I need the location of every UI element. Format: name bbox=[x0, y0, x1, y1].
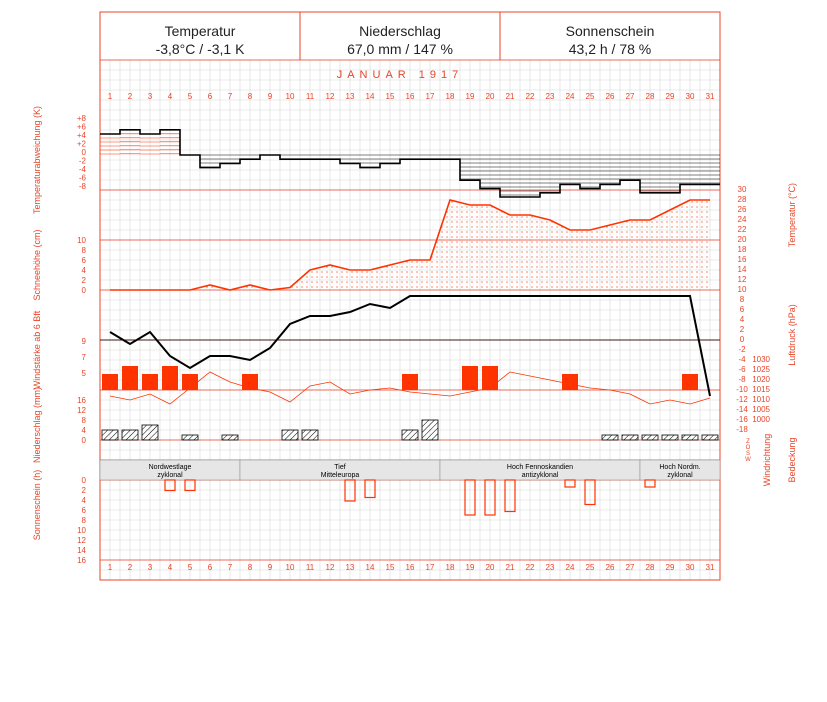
day-label-top: 13 bbox=[345, 92, 355, 101]
wind-bar bbox=[102, 374, 118, 390]
day-label-top: 8 bbox=[247, 92, 253, 101]
header-sunshine-title: Sonnenschein bbox=[565, 23, 655, 39]
wind-bar bbox=[462, 366, 478, 390]
precip-bar bbox=[122, 430, 138, 440]
temp-tick: 26 bbox=[737, 205, 747, 214]
temp-tick: 14 bbox=[737, 265, 747, 274]
precip-bar bbox=[142, 425, 158, 440]
label-pressure: Luftdruck (hPa) bbox=[787, 304, 797, 366]
weather-regime-name: Tief bbox=[334, 464, 346, 471]
pressure-tick: 1015 bbox=[752, 385, 770, 394]
day-label-top: 28 bbox=[645, 92, 655, 101]
temp-tick: -2 bbox=[738, 345, 746, 354]
day-label-top: 3 bbox=[147, 92, 153, 101]
pressure-tick: 1005 bbox=[752, 405, 770, 414]
day-label-top: 30 bbox=[685, 92, 695, 101]
wind-bar bbox=[682, 374, 698, 390]
day-label-top: 22 bbox=[525, 92, 535, 101]
temp-tick: 8 bbox=[739, 295, 745, 304]
weather-regime-name: Hoch Fennoskandien bbox=[506, 464, 574, 471]
day-label-bottom: 25 bbox=[585, 563, 595, 572]
day-label-top: 5 bbox=[187, 92, 193, 101]
day-label-top: 4 bbox=[167, 92, 173, 101]
wind-bar bbox=[402, 374, 418, 390]
day-label-bottom: 9 bbox=[267, 563, 273, 572]
temp-tick: 12 bbox=[737, 275, 747, 284]
day-label-top: 26 bbox=[605, 92, 615, 101]
day-label-bottom: 10 bbox=[285, 563, 295, 572]
day-label-bottom: 2 bbox=[127, 563, 133, 572]
temp-tick: 6 bbox=[739, 305, 745, 314]
sun-tick: 10 bbox=[77, 526, 86, 535]
wind-tick: 7 bbox=[81, 353, 86, 362]
label-precip: Niederschlag (mm) bbox=[32, 386, 42, 464]
weather-regime-type: Mitteleuropa bbox=[320, 472, 360, 479]
day-label-bottom: 1 bbox=[107, 563, 113, 572]
day-label-bottom: 5 bbox=[187, 563, 193, 572]
day-label-top: 14 bbox=[365, 92, 375, 101]
sun-tick: 8 bbox=[81, 516, 86, 525]
temp-tick: 24 bbox=[737, 215, 747, 224]
weather-regime-type: zyklonal bbox=[667, 472, 693, 479]
temp-tick: -18 bbox=[736, 425, 748, 434]
precip-bar bbox=[102, 430, 118, 440]
precip-bar bbox=[622, 435, 638, 440]
precip-bar bbox=[642, 435, 658, 440]
day-label-bottom: 30 bbox=[685, 563, 695, 572]
day-label-top: 24 bbox=[565, 92, 575, 101]
snow-tick: 6 bbox=[81, 256, 86, 265]
temp-tick: -6 bbox=[738, 365, 746, 374]
precip-bar bbox=[422, 420, 438, 440]
day-label-bottom: 4 bbox=[167, 563, 173, 572]
header-temperature-title: Temperatur bbox=[164, 23, 236, 39]
temp-tick: 22 bbox=[737, 225, 747, 234]
day-label-bottom: 7 bbox=[227, 563, 233, 572]
day-label-top: 23 bbox=[545, 92, 555, 101]
temp-tick: -14 bbox=[736, 405, 748, 414]
day-label-top: 20 bbox=[485, 92, 495, 101]
day-label-top: 19 bbox=[465, 92, 475, 101]
day-label-bottom: 3 bbox=[147, 563, 153, 572]
day-label-top: 15 bbox=[385, 92, 395, 101]
weather-regime-name: Nordwestlage bbox=[148, 464, 192, 471]
temp-tick: 4 bbox=[739, 315, 745, 324]
day-label-top: 29 bbox=[665, 92, 675, 101]
snow-tick: 10 bbox=[77, 236, 86, 245]
label-cloud: Bedeckung bbox=[787, 437, 797, 483]
chart-text-layer bbox=[32, 69, 797, 572]
temp-tick: 30 bbox=[737, 185, 747, 194]
day-label-top: 7 bbox=[227, 92, 233, 101]
day-label-bottom: 11 bbox=[305, 563, 315, 572]
temp-tick: 2 bbox=[739, 325, 745, 334]
sun-tick: 16 bbox=[77, 556, 86, 565]
sun-tick: 12 bbox=[77, 536, 86, 545]
day-label-bottom: 29 bbox=[665, 563, 675, 572]
temp-tick: 0 bbox=[739, 335, 745, 344]
pressure-tick: 1020 bbox=[752, 375, 770, 384]
header-temperature-value: -3,8°C / -3,1 K bbox=[155, 41, 245, 57]
precip-bar bbox=[302, 430, 318, 440]
weather-regime-type: zyklonal bbox=[157, 472, 183, 479]
pressure-tick: 1010 bbox=[752, 395, 770, 404]
sun-tick: 6 bbox=[81, 506, 86, 515]
temp-tick: 10 bbox=[737, 285, 747, 294]
day-label-bottom: 13 bbox=[345, 563, 355, 572]
pressure-tick: 1000 bbox=[752, 415, 770, 424]
day-label-bottom: 22 bbox=[525, 563, 535, 572]
temp-dev-tick: -8 bbox=[78, 182, 86, 191]
label-temp-dev: Temperaturabweichung (K) bbox=[32, 105, 42, 215]
precip-bar bbox=[282, 430, 298, 440]
day-label-bottom: 23 bbox=[545, 563, 555, 572]
day-label-bottom: 17 bbox=[425, 563, 435, 572]
temp-tick: -4 bbox=[738, 355, 746, 364]
precip-bar bbox=[602, 435, 618, 440]
day-label-bottom: 24 bbox=[565, 563, 575, 572]
day-label-bottom: 19 bbox=[465, 563, 475, 572]
header-precipitation-title: Niederschlag bbox=[359, 23, 441, 39]
wind-tick: 9 bbox=[81, 337, 86, 346]
wind-dir-tick: O bbox=[745, 445, 751, 451]
snow-tick: 4 bbox=[81, 266, 86, 275]
snow-tick: 0 bbox=[81, 286, 86, 295]
wind-tick: 5 bbox=[81, 369, 86, 378]
day-label-bottom: 6 bbox=[207, 563, 213, 572]
day-label-top: 2 bbox=[127, 92, 133, 101]
precip-bar bbox=[182, 435, 198, 440]
day-label-top: 31 bbox=[705, 92, 715, 101]
day-label-bottom: 18 bbox=[445, 563, 455, 572]
wind-dir-tick: S bbox=[745, 451, 751, 457]
temp-tick: 28 bbox=[737, 195, 747, 204]
day-label-top: 21 bbox=[505, 92, 515, 101]
temp-dev-tick: +4 bbox=[76, 131, 86, 140]
pressure-tick: 1025 bbox=[752, 365, 770, 374]
temp-dev-tick: +6 bbox=[76, 122, 86, 132]
day-label-bottom: 21 bbox=[505, 563, 515, 572]
temp-dev-tick: -4 bbox=[78, 165, 86, 174]
precip-bar bbox=[682, 435, 698, 440]
wind-bar bbox=[182, 374, 198, 390]
precip-tick: 8 bbox=[81, 416, 86, 425]
temp-dev-tick: -6 bbox=[78, 173, 86, 183]
label-snow: Schneehöhe (cm) bbox=[32, 229, 42, 301]
day-label-bottom: 27 bbox=[625, 563, 635, 572]
day-label-top: 12 bbox=[325, 92, 335, 101]
precip-tick: 4 bbox=[81, 426, 86, 435]
weather-regime-name: Hoch Nordm. bbox=[659, 464, 701, 471]
day-label-top: 25 bbox=[585, 92, 595, 101]
weather-regime-type: antizyklonal bbox=[521, 472, 559, 479]
label-sun: Sonnenschein (h) bbox=[32, 469, 42, 541]
wind-bar bbox=[122, 366, 138, 390]
day-label-top: 9 bbox=[267, 92, 273, 101]
precip-bar bbox=[402, 430, 418, 440]
header-precipitation-value: 67,0 mm / 147 % bbox=[347, 41, 453, 57]
day-label-top: 16 bbox=[405, 92, 415, 101]
day-label-top: 17 bbox=[425, 92, 435, 101]
label-wind: Windstärke ab 6 Bft bbox=[32, 310, 42, 390]
temp-tick: 16 bbox=[737, 255, 747, 264]
day-label-bottom: 12 bbox=[325, 563, 335, 572]
precip-bar bbox=[662, 435, 678, 440]
wind-bar bbox=[162, 366, 178, 390]
wind-dir-tick: Z bbox=[746, 439, 750, 445]
day-label-bottom: 28 bbox=[645, 563, 655, 572]
day-label-top: 10 bbox=[285, 92, 295, 101]
temp-tick: 18 bbox=[737, 245, 747, 254]
wind-bar bbox=[482, 366, 498, 390]
precip-bar bbox=[702, 435, 718, 440]
header-sunshine-value: 43,2 h / 78 % bbox=[568, 41, 652, 57]
temp-tick: -10 bbox=[736, 385, 748, 394]
temp-dev-tick: +8 bbox=[76, 114, 86, 123]
wind-bar bbox=[142, 374, 158, 390]
snow-tick: 8 bbox=[81, 246, 86, 255]
label-temp: Temperatur (°C) bbox=[787, 182, 797, 248]
day-label-bottom: 20 bbox=[485, 563, 495, 572]
precip-tick: 16 bbox=[77, 396, 86, 405]
sun-tick: 4 bbox=[81, 496, 86, 505]
precip-tick: 0 bbox=[81, 436, 86, 445]
temp-dev-tick: 0 bbox=[81, 148, 86, 157]
day-label-top: 1 bbox=[107, 92, 113, 101]
wind-bar bbox=[242, 374, 258, 390]
day-label-bottom: 31 bbox=[705, 563, 715, 572]
sun-tick: 14 bbox=[77, 546, 86, 555]
day-label-bottom: 8 bbox=[247, 563, 253, 572]
wind-bar bbox=[562, 374, 578, 390]
sun-tick: 2 bbox=[81, 486, 86, 495]
day-label-bottom: 16 bbox=[405, 563, 415, 572]
temp-dev-tick: -2 bbox=[78, 156, 86, 166]
label-wind-dir: Windrichtung bbox=[762, 433, 772, 487]
day-label-bottom: 14 bbox=[365, 563, 375, 572]
temp-dev-tick: +2 bbox=[76, 139, 86, 149]
day-label-top: 27 bbox=[625, 92, 635, 101]
sun-tick: 0 bbox=[81, 476, 86, 485]
day-label-top: 6 bbox=[207, 92, 213, 101]
day-label-top: 11 bbox=[305, 92, 315, 101]
snow-tick: 2 bbox=[81, 276, 86, 285]
pressure-tick: 1030 bbox=[752, 355, 770, 364]
day-label-bottom: 15 bbox=[385, 563, 395, 572]
temp-tick: -12 bbox=[736, 395, 748, 404]
grid bbox=[100, 60, 720, 580]
temp-tick: -16 bbox=[736, 415, 748, 424]
temp-tick: 20 bbox=[737, 235, 747, 244]
wind-dir-tick: W bbox=[745, 457, 751, 463]
precip-tick: 12 bbox=[77, 406, 86, 415]
precip-bar bbox=[222, 435, 238, 440]
temp-tick: -8 bbox=[738, 375, 746, 384]
month-title: JANUAR 1917 bbox=[336, 69, 464, 81]
day-label-bottom: 26 bbox=[605, 563, 615, 572]
day-label-top: 18 bbox=[445, 92, 455, 101]
